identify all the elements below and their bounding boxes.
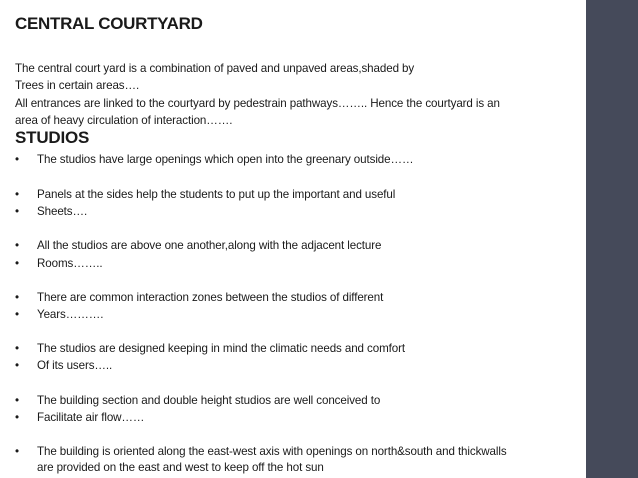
bullet-dot: • [15,445,19,458]
bullet-text: The studios are designed keeping in mind the climatic needs and comfort [37,342,405,355]
bullet-text: Panels at the sides help the students to put up the important and useful [37,188,396,201]
bullet-text: The building section and double height studios are well conceived to [37,394,381,407]
bullet-dot: • [15,394,19,407]
bullet-dot: • [15,153,19,166]
bullet-text: Rooms…….. [37,257,103,270]
bullet-text: Sheets…. [37,205,88,218]
courtyard-text-line: The central court yard is a combination of paved and unpaved areas,shaded by [15,62,415,75]
bullet-text: The studios have large openings which open into the greenary outside…… [37,153,414,166]
bullet-dot: • [15,342,19,355]
courtyard-heading: CENTRAL COURTYARD [15,14,203,33]
right-sidebar-band [586,0,638,478]
bullet-dot: • [15,239,19,252]
studios-heading: STUDIOS [15,128,90,147]
bullet-text: Facilitate air flow…… [37,411,145,424]
bullet-text: There are common interaction zones between the studios of different [37,291,384,304]
courtyard-text-line: Trees in certain areas…. [15,79,140,92]
courtyard-text-line: All entrances are linked to the courtyard by pedestrain pathways…….. Hence the courtyard is an [15,97,500,110]
bullet-text: Of its users….. [37,359,113,372]
bullet-dot: • [15,205,19,218]
bullet-dot: • [15,411,19,424]
bullet-dot: • [15,257,19,270]
bullet-text: All the studios are above one another,along with the adjacent lecture [37,239,382,252]
bullet-dot: • [15,359,19,372]
bullet-text: Years………. [37,308,104,321]
bullet-dot: • [15,188,19,201]
bullet-dot: • [15,291,19,304]
bullet-continuation-text: are provided on the east and west to keep off the hot sun [37,461,324,474]
bullet-text: The building is oriented along the east-west axis with openings on north&south and thickwalls [37,445,507,458]
courtyard-text-line: area of heavy circulation of interaction……. [15,114,233,127]
bullet-dot: • [15,308,19,321]
